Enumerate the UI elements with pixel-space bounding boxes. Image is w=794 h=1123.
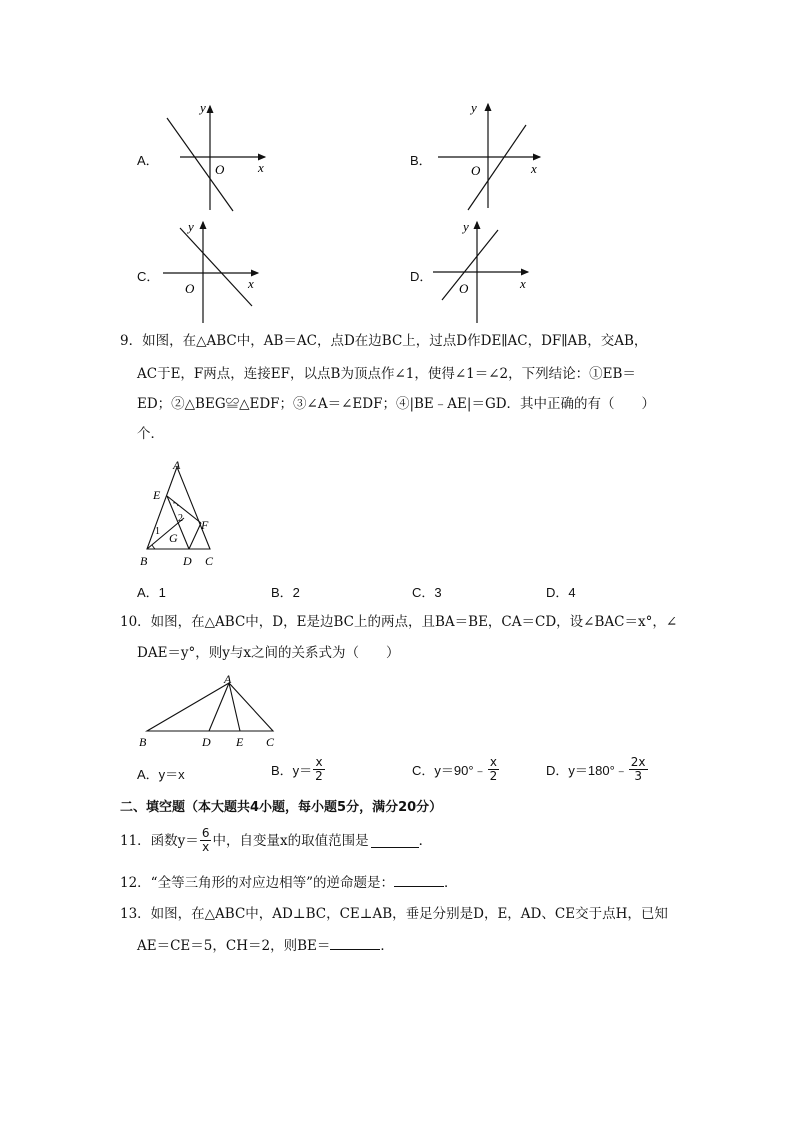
fraction: [313, 756, 325, 783]
origin-label: O: [471, 163, 481, 178]
angle-2-label: 2: [178, 513, 183, 524]
q13-line-1: 13．如图，在△ABC中，AD⊥BC，CE⊥AB，垂足分别是D，E，AD、CE交于点H，已知: [120, 906, 668, 922]
segment-df: [189, 523, 201, 549]
graph-option-a: [150, 100, 275, 215]
point-a-label: A: [224, 672, 232, 686]
q13-line-2-text: AE＝CE＝5，CH＝2，则BE＝: [137, 938, 331, 954]
q9-line-2: AC于E，F两点，连接EF，以点B为顶点作∠1，使得∠1＝∠2，下列结论：①EB＝: [137, 366, 636, 382]
segment-ae: [229, 683, 240, 731]
q10-option-d[interactable]: [546, 756, 649, 783]
point-b-label: B: [140, 554, 148, 568]
q13-end: ．: [380, 938, 394, 954]
q10-option-b-prefix: B．y＝: [271, 763, 313, 778]
graph-option-d: [430, 218, 540, 326]
point-a-label: A: [173, 458, 181, 472]
fraction-denominator: 3: [634, 769, 642, 783]
point-e-label: E: [153, 488, 161, 502]
q10-option-b[interactable]: [271, 756, 326, 783]
y-axis-label: y: [188, 219, 194, 234]
origin-label: O: [215, 162, 225, 177]
y-axis-label: y: [200, 100, 206, 115]
fraction-numerator: x: [488, 756, 500, 770]
graph-option-b: [428, 100, 553, 215]
point-b-label: B: [139, 735, 147, 749]
fraction: [629, 756, 648, 783]
x-axis-label: x: [520, 276, 526, 291]
point-c-label: C: [266, 735, 275, 749]
q10-option-d-prefix: D．y＝180°﹣: [546, 763, 628, 778]
q12-end: ．: [443, 875, 458, 891]
q11-end: ．: [418, 832, 433, 849]
point-f-label: F: [201, 518, 209, 532]
q12-text: 12．“全等三角形的对应边相等”的逆命题是：: [120, 875, 394, 891]
q9-option-c[interactable]: C．3: [412, 585, 442, 600]
q9-option-a[interactable]: A．1: [137, 585, 166, 600]
q12: [120, 872, 457, 893]
function-line: [442, 230, 498, 300]
point-d-label: D: [202, 735, 211, 749]
q9-figure: [135, 455, 230, 570]
fraction-denominator: 2: [489, 769, 498, 783]
q11-answer-blank[interactable]: [371, 833, 419, 848]
x-axis-label: x: [258, 160, 264, 175]
fraction: [488, 756, 500, 783]
y-axis-label: y: [471, 100, 477, 115]
point-e-label: E: [236, 735, 244, 749]
q10-line-1: 10．如图，在△ABC中，D，E是边BC上的两点，且BA＝BE，CA＝CD，设∠BAC＝x°，∠: [120, 614, 678, 630]
q12-answer-blank[interactable]: [394, 872, 444, 887]
option-a-label: A．: [137, 153, 159, 168]
q13-answer-blank[interactable]: [330, 935, 380, 950]
q9-option-d[interactable]: D．4: [546, 585, 576, 600]
angle-1-arc: [152, 545, 155, 549]
q9-option-b[interactable]: B．2: [271, 585, 300, 600]
q9-line-4: 个．: [137, 426, 164, 442]
section-2-heading: 二、填空题（本大题共4小题，每小题5分，满分20分）: [120, 800, 443, 815]
q10-option-c-prefix: C．y＝90°﹣: [412, 763, 487, 778]
origin-label: O: [459, 281, 469, 296]
origin-label: O: [185, 281, 195, 296]
segment-ad: [209, 683, 229, 731]
q11-prefix: 11．函数y＝: [120, 832, 199, 849]
point-g-label: G: [169, 531, 178, 545]
q11: [120, 827, 432, 854]
q9-line-1: 9．如图，在△ABC中，AB＝AC，点D在边BC上，过点D作DE∥AC，DF∥AB，交AB，: [120, 333, 648, 349]
q11-suffix: 中，自变量x的取值范围是: [212, 832, 369, 849]
q10-line-2: DAE＝y°，则y与x之间的关系式为（ ）: [137, 645, 400, 661]
x-axis-label: x: [531, 161, 537, 176]
fraction: [200, 827, 212, 854]
q13-line-2: [137, 935, 394, 956]
fraction-denominator: 2: [315, 769, 323, 783]
option-c-label: C．: [137, 269, 160, 284]
angle-1-label: 1: [155, 526, 160, 537]
option-d-label: D．: [410, 269, 433, 284]
q9-line-3: ED；②△BEG≌△EDF；③∠A＝∠EDF；④|BE﹣AE|＝GD．其中正确的有（ ）: [137, 396, 656, 412]
graph-option-c: [160, 218, 270, 326]
y-axis-label: y: [463, 219, 469, 234]
fraction-numerator: 2x: [630, 755, 646, 769]
point-d-label: D: [183, 554, 192, 568]
q10-figure: [135, 670, 285, 752]
point-c-label: C: [205, 554, 214, 568]
triangle-abc: [147, 683, 273, 731]
q10-option-a[interactable]: A．y＝x: [137, 767, 185, 782]
x-axis-label: x: [248, 276, 254, 291]
q10-option-c[interactable]: [412, 756, 500, 783]
option-b-label: B．: [410, 153, 432, 168]
fraction-numerator: x: [313, 756, 325, 770]
fraction-denominator: x: [202, 840, 210, 854]
fraction-numerator: 6: [201, 826, 210, 840]
angle-2-arc: [173, 503, 178, 506]
